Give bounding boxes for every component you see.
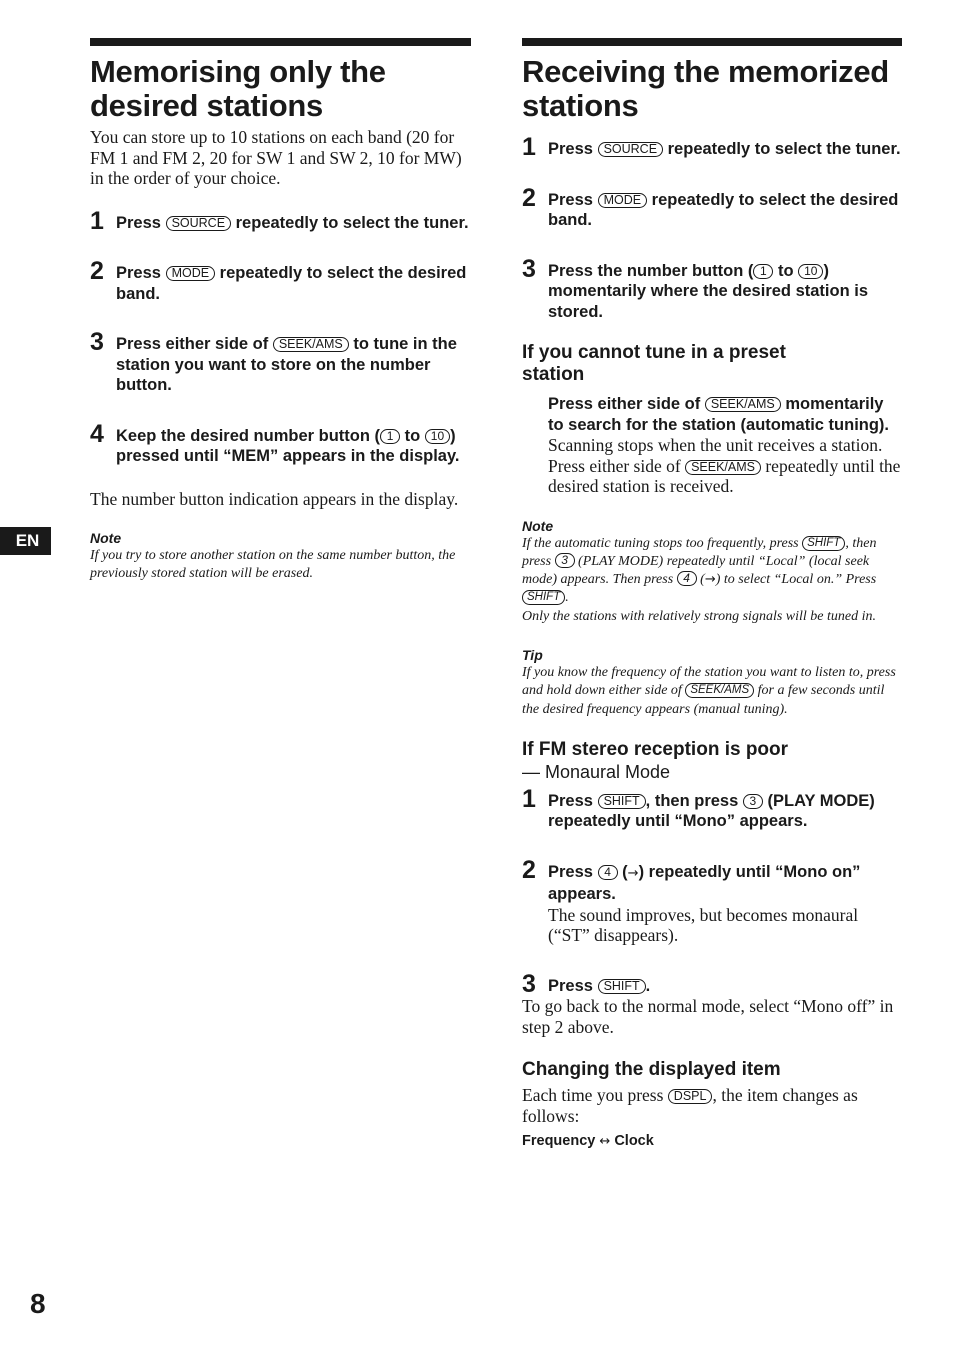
seek-ams-key: SEEK/AMS xyxy=(685,460,761,475)
fm-step-2-body: The sound improves, but becomes monaural (“ST” disappears). xyxy=(548,904,859,946)
mode-key: MODE xyxy=(166,266,216,281)
section-title-receiving: Receiving the memorized stations xyxy=(522,54,889,123)
step-number: 2 xyxy=(522,855,536,884)
step-number: 3 xyxy=(90,328,104,356)
note-text: If you try to store another station on the same number button, the previously stored station will be erased. xyxy=(90,548,456,582)
right-column xyxy=(522,38,902,1151)
note-label: Note xyxy=(522,517,554,534)
source-key: SOURCE xyxy=(166,216,231,231)
mono-off-text: To go back to the normal mode, select “Mono off” in step 2 above. xyxy=(522,996,894,1037)
note-label: Note xyxy=(90,530,122,546)
step-number: 1 xyxy=(522,784,536,813)
step-number: 2 xyxy=(90,257,104,285)
language-tab: EN xyxy=(0,527,51,555)
section-title-memorising: Memorising only the desired stations xyxy=(90,54,386,123)
cannot-tune-heading: If you cannot tune in a preset station xyxy=(522,342,786,385)
step-3: 3 Press the number button ( 1 to 10 ) momentarily where the desired station is stored. xyxy=(522,254,869,321)
step-4: 4 Keep the desired number button ( 1 to 10 ) pressed until “MEM” appears in the display. xyxy=(90,419,460,465)
right-arrow-icon: → xyxy=(627,865,639,881)
shift-key: SHIFT xyxy=(802,536,845,551)
step-number: 2 xyxy=(522,183,536,212)
seek-ams-key: SEEK/AMS xyxy=(273,337,349,352)
dspl-key: DSPL xyxy=(668,1089,713,1104)
fm-step-2: 2 Press 4 (→) repeatedly until “Mono on” appears. The sound improves, but becomes monaural (“ST” disappears). xyxy=(522,862,902,946)
fm-step-1: 1 Press SHIFT , then press 3 (PLAY MODE) repeatedly until “Mono” appears. xyxy=(522,784,875,831)
tip-label: Tip xyxy=(522,646,543,663)
step-3: 3 Press either side of SEEK/AMS to tune in the station you want to store on the number button. xyxy=(90,328,457,394)
step-1: 1 Press SOURCE repeatedly to select the tuner. xyxy=(522,133,901,161)
frequency-clock-sequence: Frequency ↔ Clock xyxy=(522,1133,654,1150)
step-number: 4 xyxy=(90,419,104,448)
shift-key: SHIFT xyxy=(598,794,646,809)
tip-text: If you know the frequency of the station you want to listen to, press and hold down either side of SEEK/AMS for a few seconds until the desired frequency appears (manual tuning). xyxy=(522,664,896,717)
step-1: 1 Press SOURCE repeatedly to select the tuner. xyxy=(90,206,469,235)
source-key: SOURCE xyxy=(598,142,663,157)
number-key-1: 1 xyxy=(753,264,773,279)
double-arrow-icon: ↔ xyxy=(599,1134,611,1150)
section-rule xyxy=(90,38,471,46)
note-text-2: Only the stations with relatively strong signals will be tuned in. xyxy=(522,608,876,624)
display-item-text: Each time you press DSPL , the item changes as follows: xyxy=(522,1085,858,1126)
seek-ams-key: SEEK/AMS xyxy=(685,683,754,698)
fm-step-3: 3 Press SHIFT . xyxy=(522,969,651,998)
step-number: 3 xyxy=(522,254,536,283)
intro-text: You can store up to 10 stations on each band (20 for FM 1 and FM 2, 20 for SW 1 and SW 2, 10 for MW) in the order of your choice. xyxy=(90,127,462,188)
after-text: The number button indication appears in the display. xyxy=(90,488,459,509)
step-2: 2 Press MODE repeatedly to select the desired band. xyxy=(522,183,899,229)
step-number: 1 xyxy=(90,206,104,235)
number-key-10: 10 xyxy=(798,264,823,279)
number-key-10: 10 xyxy=(425,429,450,444)
step-number: 3 xyxy=(522,969,536,998)
left-column xyxy=(90,38,471,584)
seek-ams-key: SEEK/AMS xyxy=(705,397,781,412)
number-key-4: 4 xyxy=(598,865,618,880)
page-number: 8 xyxy=(30,1288,46,1319)
step-number: 1 xyxy=(522,133,536,161)
section-rule xyxy=(522,38,902,46)
number-key-3: 3 xyxy=(555,553,575,568)
fm-stereo-heading: If FM stereo reception is poor xyxy=(522,738,789,760)
note-text: If the automatic tuning stops too frequently, press SHIFT , then press 3 (PLAY MODE) repeatedly until “Local” (local seek mode) appears. Then press 4 (→) to select “Local on.” Press SHIFT . xyxy=(522,535,877,606)
step-2: 2 Press MODE repeatedly to select the desired band. xyxy=(90,257,467,303)
monaural-subheading: — Monaural Mode xyxy=(522,761,671,782)
shift-key: SHIFT xyxy=(598,979,646,994)
number-key-4: 4 xyxy=(677,571,697,586)
right-arrow-icon: → xyxy=(704,572,716,588)
mode-key: MODE xyxy=(598,193,648,208)
number-key-3: 3 xyxy=(743,794,763,809)
shift-key: SHIFT xyxy=(522,590,565,605)
number-key-1: 1 xyxy=(380,429,400,444)
display-item-heading: Changing the displayed item xyxy=(522,1059,781,1081)
cannot-tune-block: Press either side of SEEK/AMS momentarily to search for the station (automatic tuning). Scanning stops when the unit receives a station. Press either side of SEEK/AMS repeatedly until the desired station is received. xyxy=(548,395,901,496)
